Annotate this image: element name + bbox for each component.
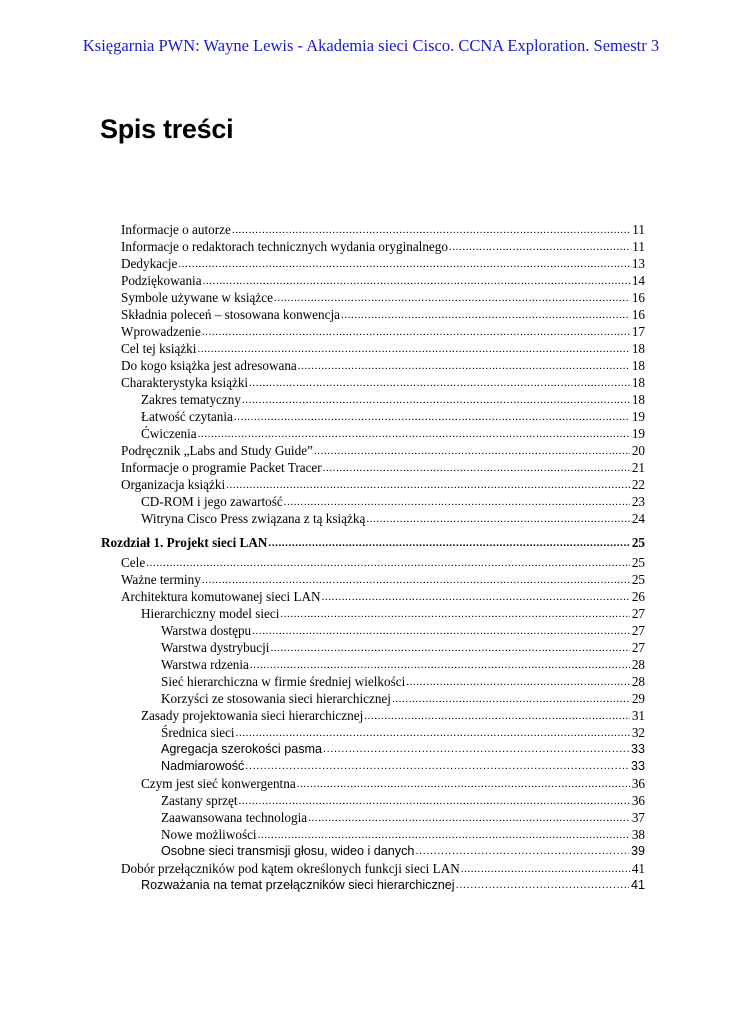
page-header: Księgarnia PWN: Wayne Lewis - Akademia sieci Cisco. CCNA Exploration. Semestr 3 — [82, 36, 660, 55]
toc-page-number: 27 — [631, 640, 645, 655]
toc-entry — [161, 826, 645, 843]
toc-entry — [161, 741, 645, 758]
toc-page-number: 26 — [631, 589, 645, 604]
toc-page-number: 41 — [630, 878, 645, 892]
toc-page-number: 36 — [631, 793, 645, 808]
toc-page-number: 19 — [631, 426, 645, 441]
page-title: Spis treści — [100, 114, 234, 144]
toc-entry-title: Architektura komutowanej sieci LAN — [121, 589, 321, 604]
toc-entry-title: Rozdział 1. Projekt sieci LAN — [101, 535, 268, 550]
toc-entry — [141, 391, 645, 408]
toc-entry — [121, 554, 645, 571]
toc-entry — [141, 775, 645, 792]
toc-entry — [141, 707, 645, 724]
toc-dot-leader — [449, 239, 630, 256]
toc-entry — [121, 860, 645, 877]
toc-page-number: 29 — [631, 691, 645, 706]
toc-dot-leader — [366, 511, 630, 528]
toc-dot-leader — [461, 861, 630, 878]
toc-dot-leader — [314, 443, 630, 460]
toc-entry-title: Informacje o autorze — [121, 222, 231, 237]
toc-dot-leader — [232, 222, 630, 239]
toc-entry — [121, 238, 645, 255]
toc-entry-title: CD-ROM i jego zawartość — [141, 494, 283, 509]
toc-page-number: 41 — [631, 861, 645, 876]
toc-entry-title: Cel tej książki — [121, 341, 197, 356]
toc-page-number: 22 — [631, 477, 645, 492]
toc-dot-leader — [322, 589, 630, 606]
toc-page-number: 33 — [630, 759, 645, 773]
toc-page-number: 33 — [630, 742, 645, 756]
toc-entry-title: Symbole używane w książce — [121, 290, 273, 305]
toc-page-number: 16 — [631, 290, 645, 305]
toc-entry-title: Dobór przełączników pod kątem określonych funkcji sieci LAN — [121, 861, 460, 876]
toc-page-number: 16 — [631, 307, 645, 322]
toc-entry — [141, 510, 645, 527]
toc-page-number: 25 — [631, 535, 645, 550]
toc-page-number: 18 — [631, 341, 645, 356]
toc-entry-title: Podręcznik „Labs and Study Guide” — [121, 443, 313, 458]
toc-dot-leader — [308, 810, 630, 827]
toc-entry-title: Agregacja szerokości pasma — [161, 742, 322, 756]
toc-entry — [121, 272, 645, 289]
toc-dot-leader — [364, 708, 630, 725]
toc-entry-title: Warstwa dostępu — [161, 623, 252, 638]
toc-dot-leader — [202, 324, 630, 341]
toc-dot-leader — [252, 623, 630, 640]
toc-page-number: 17 — [631, 324, 645, 339]
toc-dot-leader — [178, 256, 629, 273]
toc-page-number: 13 — [631, 256, 645, 271]
toc-entry-title: Informacje o programie Packet Tracer — [121, 460, 322, 475]
toc-entry-title: Organizacja książki — [121, 477, 226, 492]
toc-entry-title: Witryna Cisco Press związana z tą książką — [141, 511, 366, 526]
toc-entry-title: Zasady projektowania sieci hierarchicznej — [141, 708, 364, 723]
toc-entry-title: Łatwość czytania — [141, 409, 233, 424]
toc-entry-title: Charakterystyka książki — [121, 375, 249, 390]
toc-entry — [121, 306, 645, 323]
toc-dot-leader — [415, 843, 629, 860]
toc-entry — [161, 758, 645, 775]
toc-entry — [161, 622, 645, 639]
toc-page-number: 21 — [631, 460, 645, 475]
toc-dot-leader — [249, 375, 630, 392]
toc-page-number: 18 — [631, 392, 645, 407]
toc-entry — [141, 493, 645, 510]
toc-entry — [121, 289, 645, 306]
toc-entry — [141, 425, 645, 442]
toc-page-number: 27 — [631, 606, 645, 621]
toc-entry-title: Do kogo książka jest adresowana — [121, 358, 297, 373]
toc-entry-title: Średnica sieci — [161, 725, 235, 740]
toc-dot-leader — [203, 273, 630, 290]
toc-dot-leader — [456, 877, 629, 894]
toc-dot-leader — [323, 741, 629, 758]
toc-entry-title: Podziękowania — [121, 273, 202, 288]
toc-entry-title: Cele — [121, 555, 146, 570]
toc-entry-title: Hierarchiczny model sieci — [141, 606, 280, 621]
toc-dot-leader — [245, 758, 629, 775]
toc-entry — [141, 877, 645, 894]
toc-dot-leader — [258, 827, 630, 844]
toc-page-number: 36 — [631, 776, 645, 791]
toc-entry-title: Informacje o redaktorach technicznych wydania oryginalnego — [121, 239, 448, 254]
toc-dot-leader — [234, 409, 630, 426]
toc-page-number: 37 — [631, 810, 645, 825]
toc-entry — [121, 459, 645, 476]
toc-dot-leader — [198, 426, 630, 443]
toc-entry-title: Składnia poleceń – stosowana konwencja — [121, 307, 340, 322]
toc-dot-leader — [341, 307, 630, 324]
toc-page-number: 11 — [632, 222, 645, 237]
toc-entry — [121, 340, 645, 357]
toc-entry — [161, 809, 645, 826]
toc-entry-title: Dedykacje — [121, 256, 178, 271]
toc-page-number: 28 — [631, 674, 645, 689]
toc-page-number: 24 — [631, 511, 645, 526]
toc-dot-leader — [280, 606, 629, 623]
toc-entry — [121, 571, 645, 588]
toc-entry — [121, 442, 645, 459]
toc-entry — [141, 605, 645, 622]
toc-page-number: 18 — [631, 375, 645, 390]
toc-dot-leader — [392, 691, 630, 708]
toc-page-number: 20 — [631, 443, 645, 458]
toc-entry — [121, 323, 645, 340]
toc-entry — [121, 374, 645, 391]
toc-dot-leader — [226, 477, 630, 494]
toc-entry-title: Korzyści ze stosowania sieci hierarchicznej — [161, 691, 391, 706]
toc-page-number: 23 — [631, 494, 645, 509]
toc-page-number: 38 — [631, 827, 645, 842]
toc-entry-title: Warstwa rdzenia — [161, 657, 249, 672]
toc-entry — [121, 221, 645, 238]
toc-dot-leader — [268, 535, 629, 552]
toc-entry — [161, 673, 645, 690]
toc-entry-title: Osobne sieci transmisji głosu, wideo i danych — [161, 844, 415, 858]
toc-page-number: 25 — [631, 555, 645, 570]
toc-entry-title: Nowe możliwości — [161, 827, 257, 842]
toc-entry — [121, 588, 645, 605]
toc-entry-title: Zastany sprzęt — [161, 793, 238, 808]
toc-entry-title: Czym jest sieć konwergentna — [141, 776, 296, 791]
toc-dot-leader — [239, 793, 630, 810]
toc-dot-leader — [242, 392, 630, 409]
toc-dot-leader — [284, 494, 630, 511]
toc-page-number: 39 — [630, 844, 645, 858]
toc-dot-leader — [323, 460, 630, 477]
toc-page-number: 14 — [631, 273, 645, 288]
toc-dot-leader — [274, 290, 630, 307]
toc-dot-leader — [270, 640, 629, 657]
toc-entry — [121, 476, 645, 493]
toc-dot-leader — [202, 572, 630, 589]
toc-entry-title: Zakres tematyczny — [141, 392, 241, 407]
toc-entry — [161, 639, 645, 656]
toc-page-number: 19 — [631, 409, 645, 424]
toc-dot-leader — [406, 674, 630, 691]
toc-entry — [161, 792, 645, 809]
toc-entry-title: Wprowadzenie — [121, 324, 201, 339]
toc-page-number: 27 — [631, 623, 645, 638]
toc-page-number: 11 — [632, 239, 645, 254]
toc-entry-title: Nadmiarowość — [161, 759, 245, 773]
toc-dot-leader — [298, 358, 630, 375]
toc-entry — [141, 408, 645, 425]
toc-dot-leader — [297, 776, 630, 793]
toc-entry — [121, 255, 645, 272]
toc-entry — [161, 843, 645, 860]
toc-entry-title: Sieć hierarchiczna w firmie średniej wielkości — [161, 674, 406, 689]
toc-entry-title: Ćwiczenia — [141, 426, 197, 441]
toc-entry-title: Rozważania na temat przełączników sieci hierarchicznej — [141, 878, 455, 892]
toc-page-number: 25 — [631, 572, 645, 587]
toc-entry-title: Warstwa dystrybucji — [161, 640, 270, 655]
toc-entry — [161, 656, 645, 673]
toc-entry-title: Ważne terminy — [121, 572, 201, 587]
toc-page-number: 31 — [631, 708, 645, 723]
toc-entry — [161, 690, 645, 707]
toc-page-number: 18 — [631, 358, 645, 373]
toc-dot-leader — [197, 341, 629, 358]
toc-dot-leader — [236, 725, 630, 742]
toc-dot-leader — [146, 555, 630, 572]
toc-entry-title: Zaawansowana technologia — [161, 810, 308, 825]
toc-page-number: 32 — [631, 725, 645, 740]
toc-chapter-heading — [101, 534, 645, 551]
toc-page-number: 28 — [631, 657, 645, 672]
toc-dot-leader — [250, 657, 630, 674]
toc-entry — [161, 724, 645, 741]
toc-entry — [121, 357, 645, 374]
